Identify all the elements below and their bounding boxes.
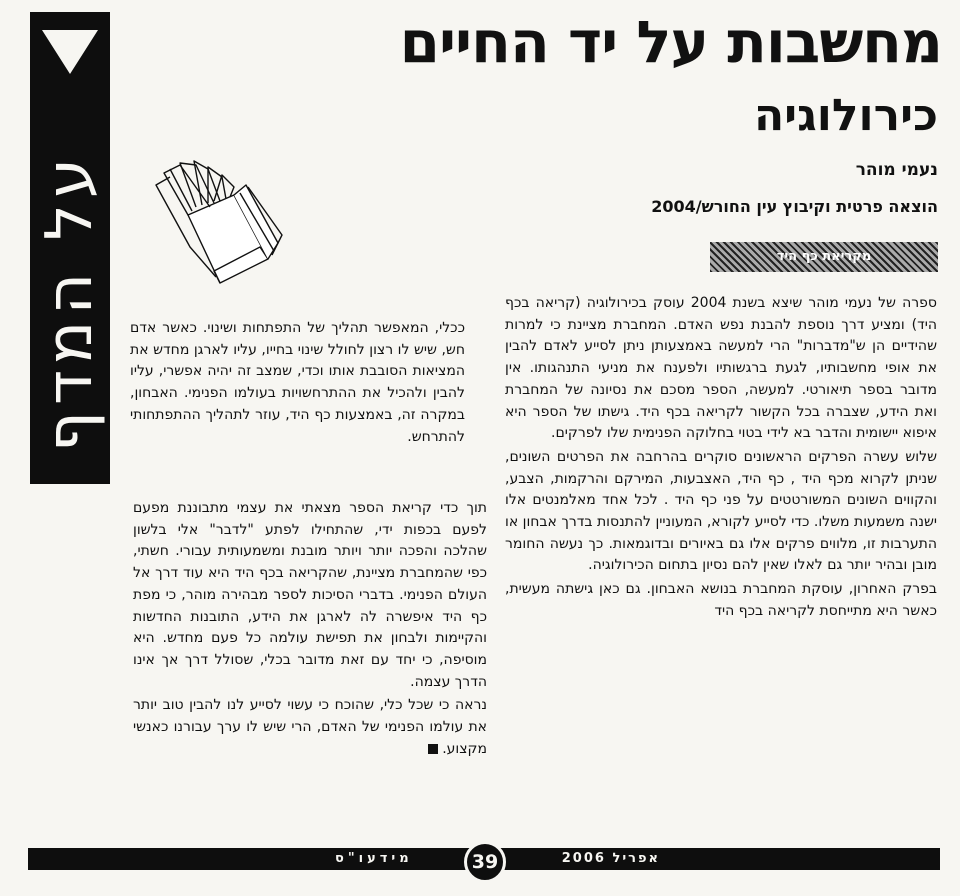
down-arrow-icon (42, 30, 98, 74)
page-subtitle: כירולוגיה (753, 90, 938, 141)
section-band (30, 12, 110, 484)
magazine-name: מידעו"ס (335, 851, 413, 866)
article-column-left-bottom (133, 498, 487, 762)
author-name: נעמי מוהר (855, 160, 938, 180)
paragraph: תוך כדי קריאת הספר מצאתי את עצמי מתבוננת מפעם לפעם בכפות ידי, שהתחילו לפתע "לדבר" אלי בלשון שהלכה והפכה יותר ויותר מובנת ומשמעותית עבורי. חשתי, כפי שהמחברת מציינת, שהקריאה בכף היד היא עוד דרך אל העולם הפנימי. בדברי הסיכות לספר מבהירה מוהר, כי מפת כף היד איפשרה לה לארגן את הידע, התובנות החדשות והקיימות ולבחון את תפישת עולמה כל פעם מחדש. היא מוסיפה, כי יחד עם זאת מדובר בכלי, שסולל דרך אך אינו הדרך עצמה. (133, 500, 487, 690)
boxed-label: מקריאת כף היד (710, 242, 938, 272)
paragraph: שלוש עשרה הפרקים הראשונים סוקרים בהרחבה את הפרטים השונים, שניתן לקרוא מכף היד , כף היד, האצבעות, המירקם והרקמות, הצבע, והקווים השונים המשורטטים על פני כף היד . לכל אחד מאלמנטים אלו ישנה משמעות משלו. כדי לסייע לקורא, המעוניין להתנסות בדרך אבחון או התערבות זו, מלווים פרקים אלו גם באיורים ובדוגמאות. כך נעשה החומר מובן ובהיר יותר גם לאלו שאין להם נסיון בתחום הכירולוגיה. (505, 448, 937, 574)
open-book-icon (150, 155, 300, 285)
end-mark-icon (428, 744, 438, 754)
page-title: מחשבות על יד החיים (399, 8, 942, 76)
paragraph: בפרק האחרון, עוסקת המחברת בנושא האבחון. גם כאן גישתה מעשית, כאשר היא מתייחסת לקריאה בכף היד (505, 581, 937, 619)
article-column-left-top (130, 318, 465, 450)
footer-date: אפריל 2006 (561, 851, 660, 866)
paragraph-text: נראה כי שכל כלי, שהוכח כי עשוי לסייע לנו להבין טוב יותר את עולמו הפנימי של האדם, הרי שיש לו ערך עבורנו כאנשי מקצוע. (133, 697, 487, 757)
article-column-right (505, 293, 937, 625)
paragraph: ספרה של נעמי מוהר שיצא בשנת 2004 עוסק בכירולוגיה (קריאה בכף היד) ומציע דרך נוספת להבנת נפש האדם. המחברת מציינת כי למרות שהידיים הן ש"מדברות" הרי למעשה באמצעותן ניתן לסייע לאדם להבין את אופי מחשבותיו, לגעת ברגשותיו ולפענח את מניעי התנהגותו. אין מדובר בספר תיאורטי. למעשה, הספר מסכם את נסיונה של המחברת ואת הידע, שצברה בכל הקשור לקריאה בכף היד. גישתו של הספר היא איפוא יישומית והדבר בא לידי בטוי בחלוקה הפנימית שלו לפרקים. (505, 295, 937, 442)
section-label: על המדף (33, 152, 107, 452)
page-number: 39 (464, 841, 506, 883)
publisher-info: הוצאה פרטית וקיבוץ עין החורש/2004 (651, 197, 938, 216)
paragraph: ככלי, המאפשר תהליך של התפתחות ושינוי. כאשר אדם חש, שיש לו רצון לחולל שינוי בחייו, עליו לארגן מחדש את המציאות הסובבת אותו וכדי, שמצב זה יהיה אפשרי, עליו להבין ולהכיל את ההתרחשויות בעולמו הפנימי. האבחון, במקרה זה, באמצעות כף היד, עוזר לתהליך ההתפתחותי להתרחש. (130, 320, 465, 445)
paragraph-last (133, 695, 487, 760)
